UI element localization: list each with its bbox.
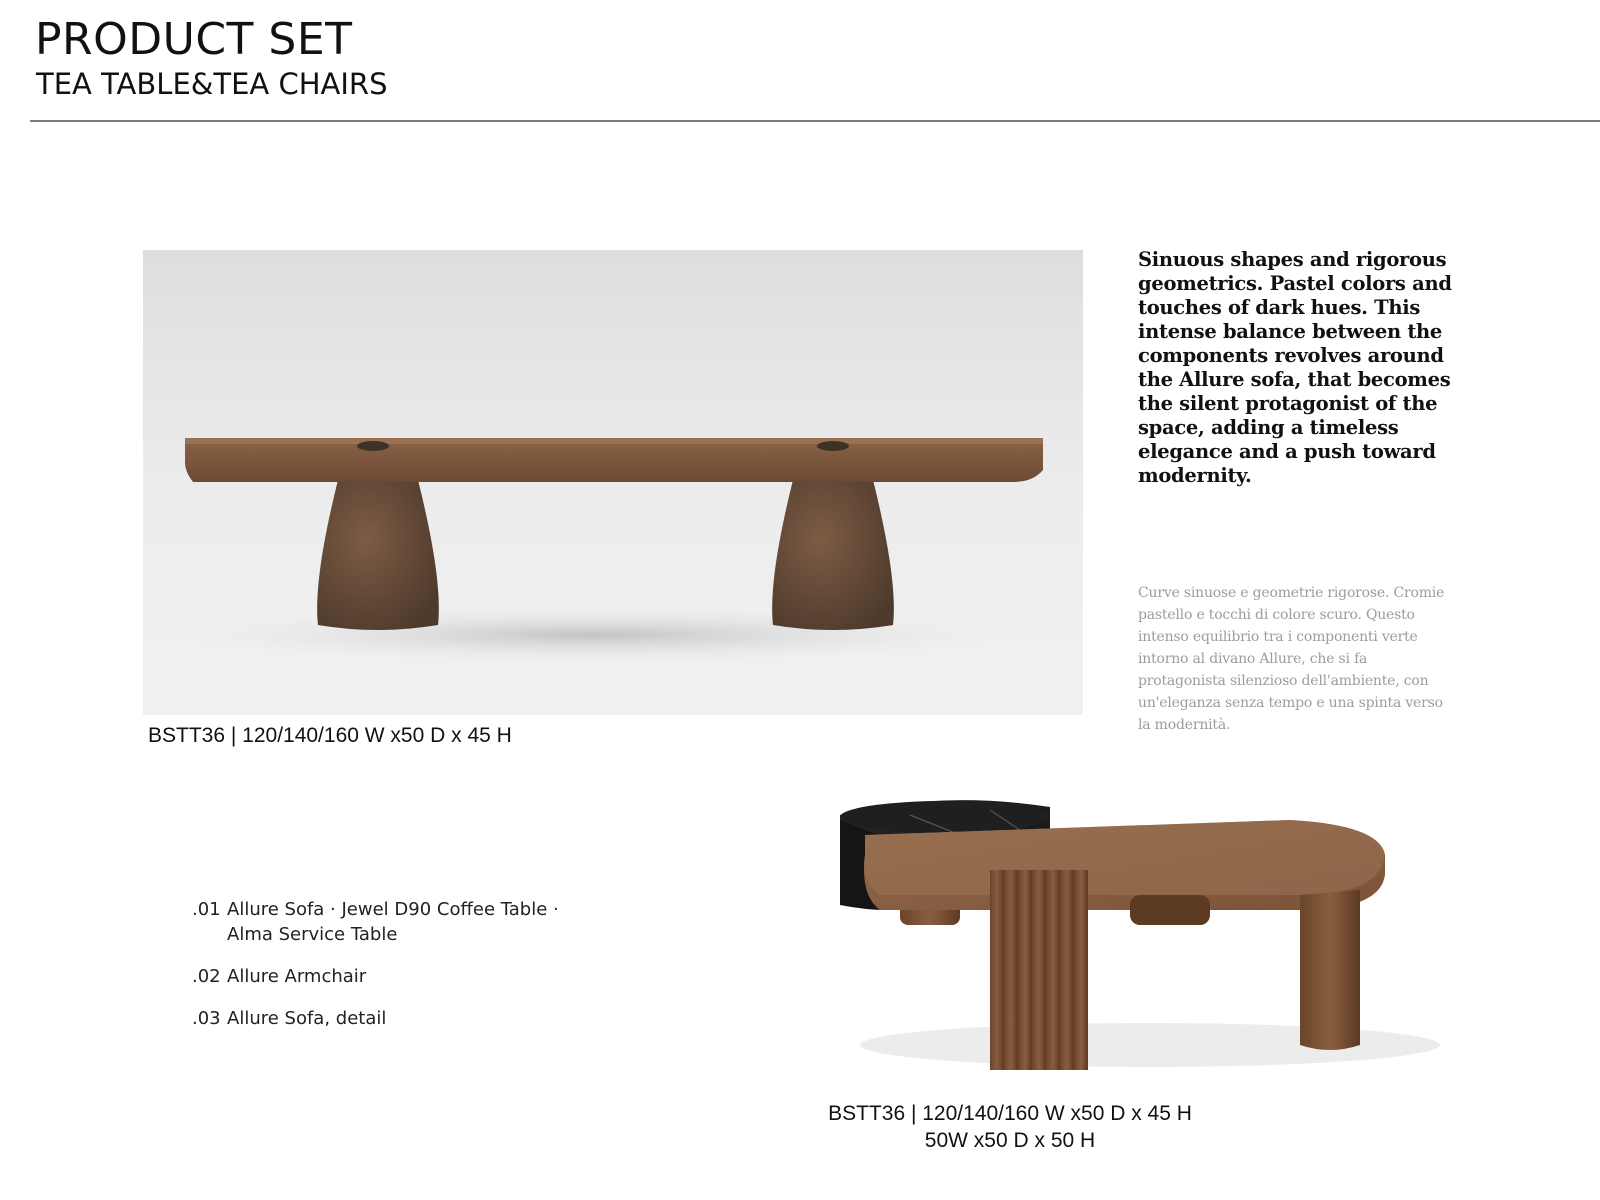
product2-caption: [800, 1100, 1220, 1154]
product1-caption: BSTT36 | 120/140/160 W x50 D x 45 H: [148, 724, 512, 747]
list-item: [192, 897, 607, 947]
list-item: [192, 964, 607, 989]
list-item-text: Allure Sofa, detail: [227, 1008, 387, 1029]
coffee-table-photo: [820, 795, 1440, 1085]
bench-table-photo: [143, 250, 1083, 715]
page-title: PRODUCT SET: [35, 14, 353, 65]
page-subtitle: TEA TABLE&TEA CHAIRS: [36, 67, 388, 101]
product-list: [192, 897, 607, 1048]
description-english: Sinuous shapes and rigorous geometrics. Pastel colors and touches of dark hues. This intense balance between the components revolves around the Allure sofa, that becomes the silent protagonist of the space, adding a timeless elegance and a push toward modernity.: [1138, 248, 1452, 487]
description-italian: Curve sinuose e geometrie rigorose. Cromie pastello e tocchi di colore scuro. Questo intenso equilibrio tra i componenti verte intorno al divano Allure, che si fa protagonista silenzioso dell'ambiente, con un'eleganza senza tempo e una spinta verso la modernità.: [1138, 585, 1445, 733]
header-divider: [30, 120, 1600, 122]
list-item-text: Allure Sofa · Jewel D90 Coffee Table · Alma Service Table: [227, 899, 559, 945]
list-item-text: Allure Armchair: [227, 966, 367, 987]
list-item: [192, 1006, 607, 1031]
product2-caption-line2: 50W x50 D x 50 H: [924, 1129, 1096, 1152]
coffee-table-illustration: [820, 795, 1440, 1085]
list-item-number: .02: [192, 966, 221, 987]
product2-caption-line1: BSTT36 | 120/140/160 W x50 D x 45 H: [828, 1102, 1192, 1125]
bench-table-illustration: [143, 250, 1083, 715]
list-item-number: .01: [192, 899, 221, 920]
list-item-number: .03: [192, 1008, 221, 1029]
